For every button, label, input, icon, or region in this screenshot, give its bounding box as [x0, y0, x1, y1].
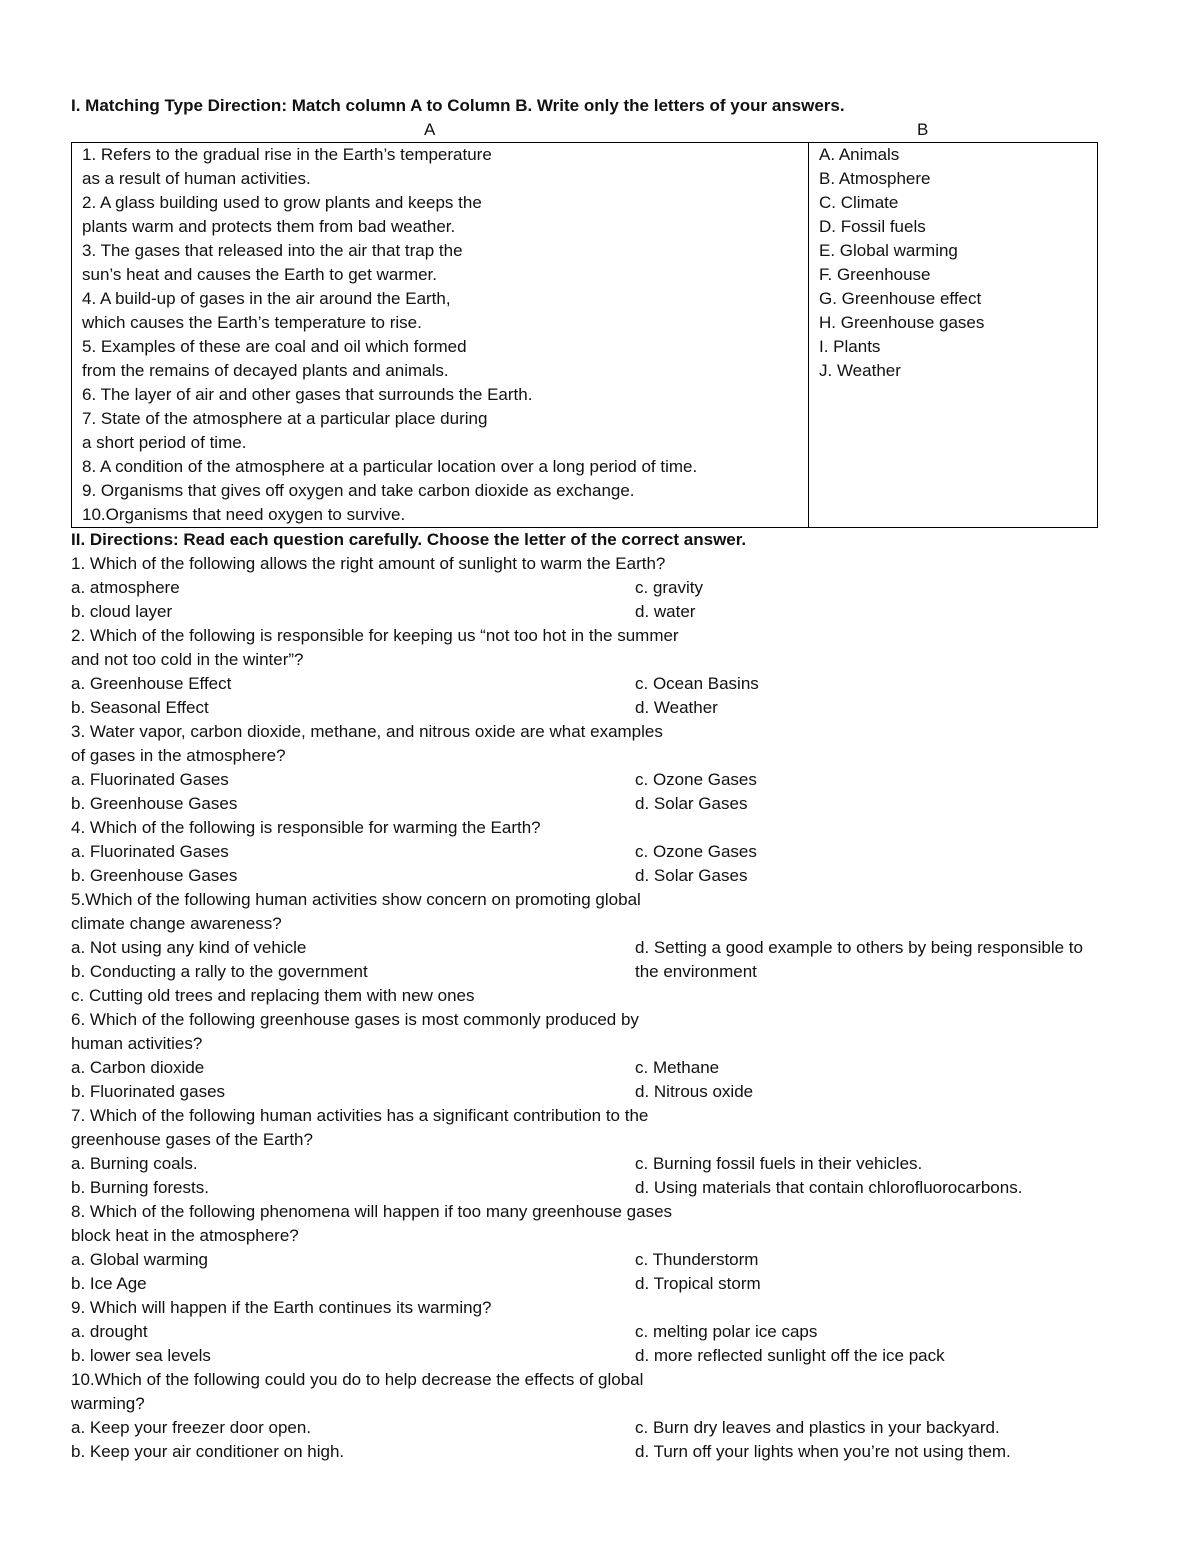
answer-option: d. water — [635, 602, 696, 621]
question-block — [71, 1368, 1131, 1464]
choice-option: J. Weather — [819, 361, 901, 380]
question-stem: 10.Which of the following could you do to help decrease the effects of global — [71, 1370, 644, 1389]
answer-row — [71, 768, 1131, 792]
column-a-label: A — [424, 120, 436, 139]
answer-option: b. Burning forests. — [71, 1178, 209, 1197]
answer-row — [71, 1152, 1131, 1176]
answer-option: d. Using materials that contain chlorofluorocarbons. — [635, 1178, 1023, 1197]
answer-option: b. Conducting a rally to the government — [71, 962, 368, 981]
question-block — [71, 1008, 1131, 1104]
matching-item-line: which causes the Earth’s temperature to rise. — [82, 313, 422, 332]
choice-option: G. Greenhouse effect — [819, 289, 982, 308]
answer-option: d. Setting a good example to others by being responsible to — [635, 938, 1083, 957]
answer-row — [71, 1272, 1131, 1296]
answer-option: d. Turn off your lights when you’re not using them. — [635, 1442, 1011, 1461]
answer-option: a. Global warming — [71, 1250, 209, 1269]
answer-row — [71, 1176, 1131, 1200]
question-stem: and not too cold in the winter”? — [71, 650, 304, 669]
column-b-label: B — [917, 120, 929, 139]
question-block — [71, 1104, 1131, 1200]
matching-item-line: plants warm and protects them from bad weather. — [82, 217, 456, 236]
part1-heading: I. Matching Type Direction: Match column A to Column B. Write only the letters of your answers. — [71, 96, 845, 115]
answer-row — [71, 600, 1131, 624]
answer-option: c. Cutting old trees and replacing them with new ones — [71, 986, 475, 1005]
answer-option — [635, 984, 1131, 1008]
answer-row — [71, 984, 1131, 1008]
matching-item-line: 3. The gases that released into the air that trap the — [82, 241, 463, 260]
answer-option: c. Burn dry leaves and plastics in your backyard. — [635, 1418, 1000, 1437]
answer-option: the environment — [635, 962, 757, 981]
question-stem: 1. Which of the following allows the right amount of sunlight to warm the Earth? — [71, 554, 666, 573]
answer-row — [71, 1440, 1131, 1464]
question-stem: human activities? — [71, 1034, 203, 1053]
answer-option: a. Keep your freezer door open. — [71, 1418, 312, 1437]
answer-option: a. atmosphere — [71, 578, 180, 597]
answer-option: c. Thunderstorm — [635, 1250, 759, 1269]
answer-row — [71, 696, 1131, 720]
answer-row — [71, 792, 1131, 816]
answer-option: a. Carbon dioxide — [71, 1058, 205, 1077]
answer-option: a. drought — [71, 1322, 148, 1341]
answer-option: a. Greenhouse Effect — [71, 674, 232, 693]
answer-option: c. Burning fossil fuels in their vehicles. — [635, 1154, 923, 1173]
answer-option: a. Not using any kind of vehicle — [71, 938, 307, 957]
answer-row — [71, 1416, 1131, 1440]
question-block — [71, 720, 1131, 816]
question-stem: 5.Which of the following human activities show concern on promoting global — [71, 890, 641, 909]
answer-row — [71, 1320, 1131, 1344]
matching-item-line: sun’s heat and causes the Earth to get warmer. — [82, 265, 438, 284]
answer-option: a. Burning coals. — [71, 1154, 198, 1173]
answer-option: c. melting polar ice caps — [635, 1322, 818, 1341]
question-block — [71, 624, 1131, 720]
matching-item-line: 4. A build-up of gases in the air around the Earth, — [82, 289, 451, 308]
matching-item-line: from the remains of decayed plants and animals. — [82, 361, 449, 380]
question-stem: of gases in the atmosphere? — [71, 746, 286, 765]
matching-item-line: a short period of time. — [82, 433, 247, 452]
answer-row — [71, 864, 1131, 888]
answer-option: d. Tropical storm — [635, 1274, 761, 1293]
answer-option: b. lower sea levels — [71, 1346, 211, 1365]
answer-option: c. Ocean Basins — [635, 674, 759, 693]
choice-option: H. Greenhouse gases — [819, 313, 985, 332]
question-stem: climate change awareness? — [71, 914, 282, 933]
matching-item-line: 1. Refers to the gradual rise in the Earth’s temperature — [82, 145, 492, 164]
column-headers — [71, 118, 1131, 142]
answer-row — [71, 1344, 1131, 1368]
question-block — [71, 816, 1131, 888]
question-stem: 2. Which of the following is responsible for keeping us “not too hot in the summer — [71, 626, 679, 645]
question-stem: 9. Which will happen if the Earth continues its warming? — [71, 1298, 492, 1317]
matching-table — [71, 142, 1098, 528]
answer-row — [71, 936, 1131, 960]
choice-option: B. Atmosphere — [819, 169, 931, 188]
answer-row — [71, 960, 1131, 984]
choice-option: A. Animals — [819, 145, 900, 164]
answer-option: d. Weather — [635, 698, 718, 717]
question-stem: warming? — [71, 1394, 145, 1413]
answer-option: b. Greenhouse Gases — [71, 866, 238, 885]
choice-option: I. Plants — [819, 337, 881, 356]
question-list — [71, 552, 1131, 1464]
answer-option: c. Ozone Gases — [635, 770, 757, 789]
question-block — [71, 888, 1131, 1008]
question-block — [71, 1200, 1131, 1296]
answer-option: b. Fluorinated gases — [71, 1082, 226, 1101]
question-stem: 4. Which of the following is responsible for warming the Earth? — [71, 818, 541, 837]
matching-item-line: as a result of human activities. — [82, 169, 311, 188]
answer-option: d. Solar Gases — [635, 794, 748, 813]
answer-row — [71, 840, 1131, 864]
part2-heading: II. Directions: Read each question carefully. Choose the letter of the correct answer. — [71, 530, 747, 549]
answer-option: c. Methane — [635, 1058, 720, 1077]
answer-option: d. Nitrous oxide — [635, 1082, 754, 1101]
answer-row — [71, 1080, 1131, 1104]
question-stem: block heat in the atmosphere? — [71, 1226, 299, 1245]
matching-item-line: 8. A condition of the atmosphere at a particular location over a long period of time. — [82, 457, 698, 476]
answer-option: d. Solar Gases — [635, 866, 748, 885]
matching-item-line: 7. State of the atmosphere at a particular place during — [82, 409, 488, 428]
matching-item-line: 5. Examples of these are coal and oil which formed — [82, 337, 467, 356]
answer-option: b. cloud layer — [71, 602, 173, 621]
column-b-cell — [809, 143, 1098, 528]
question-stem: 8. Which of the following phenomena will happen if too many greenhouse gases — [71, 1202, 673, 1221]
answer-option: b. Keep your air conditioner on high. — [71, 1442, 345, 1461]
answer-option: c. Ozone Gases — [635, 842, 757, 861]
choice-option: F. Greenhouse — [819, 265, 931, 284]
answer-row — [71, 576, 1131, 600]
matching-item-line: 10.Organisms that need oxygen to survive. — [82, 505, 406, 524]
question-stem: 7. Which of the following human activities has a significant contribution to the — [71, 1106, 649, 1125]
question-block — [71, 552, 1131, 624]
answer-option: a. Fluorinated Gases — [71, 842, 229, 861]
choice-option: C. Climate — [819, 193, 899, 212]
answer-option: b. Greenhouse Gases — [71, 794, 238, 813]
choice-option: E. Global warming — [819, 241, 958, 260]
answer-option: c. gravity — [635, 578, 704, 597]
answer-option: b. Ice Age — [71, 1274, 147, 1293]
question-stem: 6. Which of the following greenhouse gases is most commonly produced by — [71, 1010, 639, 1029]
answer-row — [71, 1056, 1131, 1080]
choice-option: D. Fossil fuels — [819, 217, 926, 236]
matching-item-line: 9. Organisms that gives off oxygen and take carbon dioxide as exchange. — [82, 481, 635, 500]
question-block — [71, 1296, 1131, 1368]
worksheet-page — [71, 94, 1131, 1464]
column-a-cell — [72, 143, 809, 528]
answer-option: a. Fluorinated Gases — [71, 770, 229, 789]
matching-item-line: 2. A glass building used to grow plants and keeps the — [82, 193, 482, 212]
answer-option: b. Seasonal Effect — [71, 698, 209, 717]
answer-row — [71, 672, 1131, 696]
answer-row — [71, 1248, 1131, 1272]
answer-option: d. more reflected sunlight off the ice pack — [635, 1346, 945, 1365]
question-stem: 3. Water vapor, carbon dioxide, methane, and nitrous oxide are what examples — [71, 722, 663, 741]
question-stem: greenhouse gases of the Earth? — [71, 1130, 313, 1149]
matching-item-line: 6. The layer of air and other gases that surrounds the Earth. — [82, 385, 533, 404]
